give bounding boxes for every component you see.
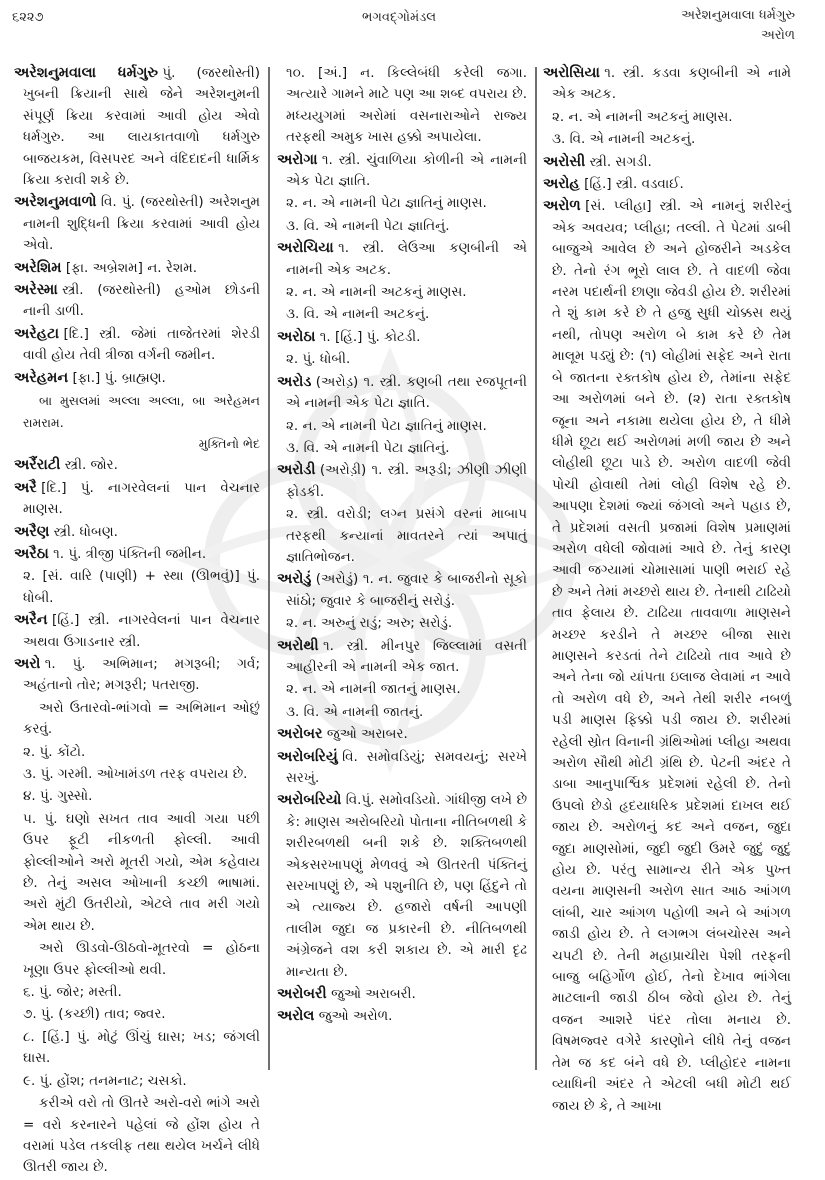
dictionary-entry	[14, 192, 260, 256]
sense: ૫. પું. ઘણો સખત તાવ આવી ગયા પછી ઉપર ફૂટી નીકળતી ફોલ્લી. આવી ફોલ્લીઓને અરો મૂતરી ગયો, એમ કહેવાય છે. તેનું અસલ ઓખાની કચ્છી ભાષામાં. અરો મુંટી ઉતરીયો, એટલે તાવ મરી ગયો એમ થાય છે.	[23, 810, 260, 934]
definition: [દિ.] સ્ત્રી. જેમાં તાજેતરમાં શેરડી વાવી હોય તેવી ત્રીજા વર્ગની જમીન.	[23, 325, 260, 364]
headword: અરેહટા	[14, 325, 60, 342]
sense: ૨. સ્ત્રી. વરોડી; લગ્ન પ્રસંગે વરનાં માબાપ તરફથી કન્યાનાં માવતરને ત્યાં અપાતું જ્ઞાતિભોજન.	[286, 506, 527, 565]
headword: અરોસિયા	[543, 65, 600, 81]
cross-reference: જુઓ અરાબરી.	[331, 986, 416, 1003]
page-number: ૬૨૨૭	[12, 10, 44, 25]
headword: અરોઠા	[277, 328, 316, 345]
idiom: કરીએ વરો તો ઊતરે અરો-વરો ભાંગે અરો = વરો કરનારને પહેલાં જે હોંશ હોય તે વરામાં પડેલ તકલીફ તથા થયેલ ખર્ચને લીધે ઊતરી જાય છે.	[23, 1095, 260, 1176]
definition: [ફા. અબ્રેશમ] ન. રેશમ.	[65, 259, 198, 276]
definition: સ્ત્રી. સગડી.	[589, 153, 652, 170]
headword: અરોહ	[543, 176, 580, 193]
dictionary-entry	[277, 372, 527, 415]
headword: અરેશિમ	[14, 259, 62, 276]
dictionary-entry	[277, 150, 527, 193]
definition: ૧. સ્ત્રી. મીનપુર જિલ્લામાં વસતી આહીરની એ નામની એક જાત.	[286, 637, 527, 675]
dictionary-entry	[14, 522, 260, 543]
dictionary-entry	[277, 1006, 527, 1027]
dictionary-entry	[543, 196, 791, 1116]
definition: [દિ.] પું. નાગરવેલનાં પાન વેચનાર માણસ.	[23, 479, 260, 518]
dictionary-entry	[543, 174, 791, 195]
definition: ૧. પું. અભિમાન; મગરૂબી; ગર્વ; અહંતાનો તોર; મગરૂરી; પતરાજી.	[23, 655, 260, 694]
dictionary-entry	[277, 327, 527, 348]
headword: અરેહમન	[14, 369, 69, 386]
headword: અરોડ	[277, 373, 312, 390]
dictionary-entry	[14, 368, 260, 389]
sense: ૨. ન. એ નામની અટકનું માણસ.	[286, 284, 467, 301]
definition: (અરોડ઼) ૧. સ્ત્રી. કણબી તથા રજપૂતની એ નામની એક પેટા જ્ઞાતિ.	[286, 373, 527, 412]
sense: ૨. [સં. વારિ (પાણી) + સ્થા (ઊભવું)] પું. ધોબી.	[23, 568, 260, 606]
headword: અરેસ્મા	[14, 282, 58, 299]
definition: [સં. પ્લીહા] સ્ત્રી. એ નામનું શરીરનું એક અવયવ; પ્લીહા; તલ્લી. તે પેટમાં ડાબી બાજુએ આવેલ છે અને હોજરીને અડકેલ છે. તેનો રંગ ભૂરો લાલ છે. તે વાદળી જેવા નરમ પદાર્થની છાણા જેવડી હોય છે. શરીરમાં તે શું કામ કરે છે તે હજુ સુધી ચોક્કસ થયું નથી, તોપણ અરોળ બે કામ કરે છે તેમ માલૂમ પડ્યું છે: (૧) લોહીમાં સફેદ અને રાતા બે જાતના રક્તકોષ હોય છે, તેમાંના સફેદ આ અરોળમાં બને છે. (૨) રાતા રક્તકોષ જૂના અને નકામા થયેલા હોય છે, તે ધીમે ધીમે છૂટા થઈ અરોળમાં મળી જાય છે અને લોહીથી છૂટા પાડે છે. અરોળ વાદળી જેવી પોચી હોવાથી તેમાં લોહી વિશેષ રહે છે. આપણા દેશમાં જ્યાં જંગલો અને પહાડ છે, તે પ્રદેશમાં વસતી પ્રજામાં વિશેષ પ્રમાણમાં અરોળ વધેલી જોવામાં આવે છે. તેનું કારણ આવી જગ્યામાં ચોમાસામાં પાણી ભરાઈ રહે છે અને તેમાં મચ્છરો થાય છે. તેનાથી ટાઢિયો તાવ ફેલાય છે. ટાઢિયા તાવવાળા માણસને મચ્છર કરડીને તે મચ્છર બીજા સારા માણસને કરડતાં તેને ટાઢિયો તાવ આવે છે અને તેના જો યાંપતા ઇલાજ લેવામાં ન આવે તો અરોળ વધે છે, અને તેથી શરીર નબળું પડી માણસ ફિક્કો પડી જાય છે. શરીરમાં રહેલી સ્રોત વિનાની ગ્રંથિઓમાં પ્લીહા અથવા અરોળ સૌથી મોટી ગ્રંથિ છે. પેટની અંદર તે ડાબા આનુપાર્શ્વિક પ્રદેશમાં રહેલી છે. તેનો ઉપલો છેડો હૃદયાધરિક પ્રદેશમાં દાખલ થઈ જાય છે. અરોળનું કદ અને વજન, જુદા જુદા માણસોમાં, જુદી જુદી ઉમરે જુદું જુદું હોય છે. પરંતુ સામાન્ય રીતે એક પુખ્ત વયના માણસની અરોળ સાત આઠ આંગળ લાંબી, ચાર આંગળ પહોળી અને બે આંગળ જાડી હોય છે. તે લગભગ લંબચોરસ અને ચપટી છે. તેની મહાપ્રાચીરા પેશી તરફની બાજુ બહિર્ગોળ હોઈ, તેનો દેખાવ ભાંગેલા માટલાની જાડી ઠીબ જેવો હોય છે. તેનું વજન આશરે પંદર તોલા મનાય છે. વિષમજ્વર વગેરે કારણોને લીધે તેનું વજન તેમ જ કદ બંને વધે છે. પ્લીહોદર નામના વ્યાધિની અંદર તે એટલી બધી મોટી થઈ જાય છે કે, તે આખા	[552, 198, 791, 1114]
dictionary-entry	[14, 324, 260, 367]
headword: અરોબરી	[277, 986, 327, 1003]
definition: ૧. સ્ત્રી. કડવા કણબીની એ નામે એક અટક.	[552, 65, 791, 103]
cross-reference: જુઓ અરાબર.	[326, 726, 408, 743]
definition: સ્ત્રી. જોર.	[64, 457, 118, 474]
headword: અરેશનુમવાલા ધર્મગુરુ	[14, 65, 159, 81]
sense: ૩. પું. ગરમી. ઓખામંડળ તરફ વપરાય છે.	[23, 766, 248, 782]
headword: અરૈ	[14, 479, 37, 496]
definition: (અરોડ઼ું) ૧. ન. જુવાર કે બાજરીનો સૂકો સાંઠો; જુવાર કે બાજરીનું સરોડું.	[286, 571, 527, 609]
definition: ૧. સ્ત્રી. ચુંવાળિયા કોળીની એ નામની એક પેટા જ્ઞાતિ.	[286, 151, 527, 190]
dictionary-entry	[14, 280, 260, 323]
sense: ૮. [હિં.] પું. મોટું ઊંચું ઘાસ; ખડ; જંગલી ઘાસ.	[23, 1028, 260, 1067]
headword: અરૈન	[14, 612, 48, 629]
definition: ૧. [હિં.] પું. કોટડી.	[319, 328, 421, 345]
dictionary-entry	[277, 790, 527, 983]
definition: [હિં.] સ્ત્રી. નાગરવેલનાં પાન વેચનાર અથવા ઉગાડનાર સ્ત્રી.	[23, 612, 260, 650]
definition: [હિં.] સ્ત્રી. વડવાઈ.	[584, 176, 684, 193]
definition: સ્ત્રી. (જરથોસ્તી) હઓમ છોડની નાની ડાળી.	[23, 282, 260, 320]
guide-words	[681, 6, 795, 46]
idiom: અરો ઉતારવો-ભાંગવો = અભિમાન ઓછું કરવું.	[23, 699, 260, 738]
sense: ૨. ન. એ નામની અટકનું માણસ.	[552, 108, 733, 125]
dictionary-entry	[277, 747, 527, 790]
sense: ૩. વિ. એ નામની પેટા જ્ઞાતિનું.	[286, 217, 450, 234]
column-divider	[535, 67, 537, 1070]
definition: વિ. સમોવડિયું; સમવયનું; સરખે સરખું.	[286, 748, 527, 786]
sense: ૬. પું. જોર; મસ્તી.	[23, 984, 122, 1001]
quote-text: બા મુસલમાં અલ્લા અલ્લા, બા અરેહમન રામરામ.	[23, 393, 260, 430]
book-title: ભગવદ્ગોમંડલ	[362, 10, 437, 25]
dictionary-entry	[14, 455, 260, 476]
headword: અરોબરિયો	[277, 792, 342, 809]
sense: ૩. વિ. એ નામની પેટા જ્ઞાતિનું.	[286, 439, 450, 456]
definition: ૧. પું. ત્રીજી પંક્તિની જમીન.	[53, 545, 207, 562]
definition: (અરોડ઼ી) ૧. સ્ત્રી. અરૂડી; ઝીણી ઝીણી ફોડકી.	[286, 462, 527, 500]
headword: અરોળ	[543, 198, 581, 215]
sense: ૨. ન. એ નામની જાતનું માણસ.	[286, 681, 461, 698]
dictionary-entry	[14, 654, 260, 697]
dictionary-entry	[14, 544, 260, 565]
dictionary-entry	[277, 724, 527, 745]
dictionary-entry	[277, 460, 527, 503]
sense: ૩. વિ. એ નામની અટકનું.	[552, 131, 696, 148]
sense: ૯. પું. હોંશ; તનમનાટ; ચસકો.	[23, 1072, 187, 1089]
headword: અરો	[14, 655, 41, 672]
dictionary-entry	[14, 610, 260, 653]
headword: અરૈંરાટી	[14, 457, 61, 474]
quote-source: મુક્તિનો ભેદ	[198, 435, 260, 451]
headword: અરોગા	[277, 151, 318, 168]
column-1	[14, 63, 260, 1180]
guide-word-end: અરોળ	[761, 28, 795, 43]
definition: સ્ત્રી. ધોબણ.	[53, 523, 118, 540]
idiom: અરો ઊડવો-ઊઠવો-મૂતરવો = હોઠના ખૂણા ઉપર ફોલ્લીઓ થવી.	[23, 940, 260, 978]
headword: અરોબરિયું	[277, 748, 338, 765]
column-divider	[268, 67, 270, 1070]
column-3	[543, 63, 791, 1118]
headword: અરોડું	[277, 571, 312, 588]
dictionary-entry	[277, 238, 527, 281]
definition: વિ. પું. (જરથોસ્તી) અરેશનુમ નામની શુદ્ધિની ક્રિયા કરવામાં આવી હોય એવો.	[23, 194, 260, 254]
sense: ૨. પું. કોંટો.	[23, 743, 86, 760]
headword: અરોબર	[277, 726, 323, 743]
headword: અરોડી	[277, 462, 316, 479]
definition: [ફા.] પું. બ્રાહ્મણ.	[72, 369, 166, 386]
sense: ૨. ન. એ નામની પેટા જ્ઞાતિનું માણસ.	[286, 195, 487, 212]
headword: અરોલ	[277, 1008, 315, 1025]
headword: અરૈઠા	[14, 545, 49, 562]
sense: ૪. પું. ગુસ્સો.	[23, 788, 93, 805]
dictionary-entry	[277, 569, 527, 612]
dictionary-entry	[14, 478, 260, 521]
dictionary-entry	[14, 63, 260, 191]
sense: ૨. પું. ધોબી.	[286, 351, 351, 368]
headword: અરેશનુમવાળો	[14, 194, 97, 211]
definition: ૧. સ્ત્રી. લેઉઆ કણબીની એ નામની એક અટક.	[286, 240, 527, 278]
cross-reference: જુઓ અરોળ.	[318, 1008, 393, 1025]
dictionary-entry	[277, 984, 527, 1005]
definition: પું. (જરથોસ્તી) ખુબની ક્રિયાની સાથે જેને અરેશનુમની સંપૂર્ણ ક્રિયા કરવામાં આવી હોય એવો ધર્મગુરુ. આ લાયકાતવાળો ધર્મગુરુ બાજયકમ, વિસપરદ અને વંદિદાદની ધાર્મિક ક્રિયા કરાવી શકે છે.	[23, 65, 261, 189]
sense: ૧૦. [અં.] ન. કિલ્લેબંધી કરેલી જગા. અત્યારે ગામને માટે પણ આ શબ્દ વપરાય છે. મધ્યયુગમાં અરોમાં વસનારાઓને રાજ્ય તરફથી અમુક ખાસ હક્કો અપાયેલા.	[286, 65, 527, 146]
sense: ૨. ન. અરુનું રાડું; અરુ; સરોડું.	[286, 615, 453, 632]
headword: અરોસી	[543, 153, 586, 170]
sense: ૩. વિ. એ નામની જાતનું.	[286, 703, 424, 720]
citation-quote	[14, 390, 260, 454]
headword: અરોચિયા	[277, 240, 334, 257]
headword: અરોથી	[277, 637, 319, 654]
dictionary-entry	[543, 63, 791, 106]
column-2	[277, 63, 527, 1029]
sense: ૩. વિ. એ નામની અટકનું.	[286, 306, 430, 323]
sense: ૭. પું. (કચ્છી) તાવ; જ્વર.	[23, 1006, 166, 1023]
headword: અરૈણ	[14, 523, 50, 540]
dictionary-entry	[14, 258, 260, 279]
dictionary-entry	[277, 636, 527, 679]
guide-word-start: અરેશનુમવાલા ધર્મગુરુ	[681, 8, 795, 23]
sense: ૨. ન. એ નામની પેટા જ્ઞાતિનું માણસ.	[286, 417, 487, 434]
definition: વિ.પું. સમોવડિયો. ગાંધીજી લખે છે કે: માણસ અરોબરિયો પોતાના નીતિબળથી કે શરીરબળથી બની શકે છે. શક્તિબળથી એકસરખાપણું મેળવવું એ ઊતરતી પંક્તિનું સરખાપણું છે, એ પશુનીતિ છે, પણ હિંદુને તો એ ત્યાજ્ય છે. હજારો વર્ષની આપણી તાલીમ જુદા જ પ્રકારની છે. નીતિબળથી અંગ્રેજને વશ કરી શકાય છે. એ મારી દૃઢ માન્યતા છે.	[286, 792, 527, 980]
dictionary-entry	[543, 152, 791, 173]
